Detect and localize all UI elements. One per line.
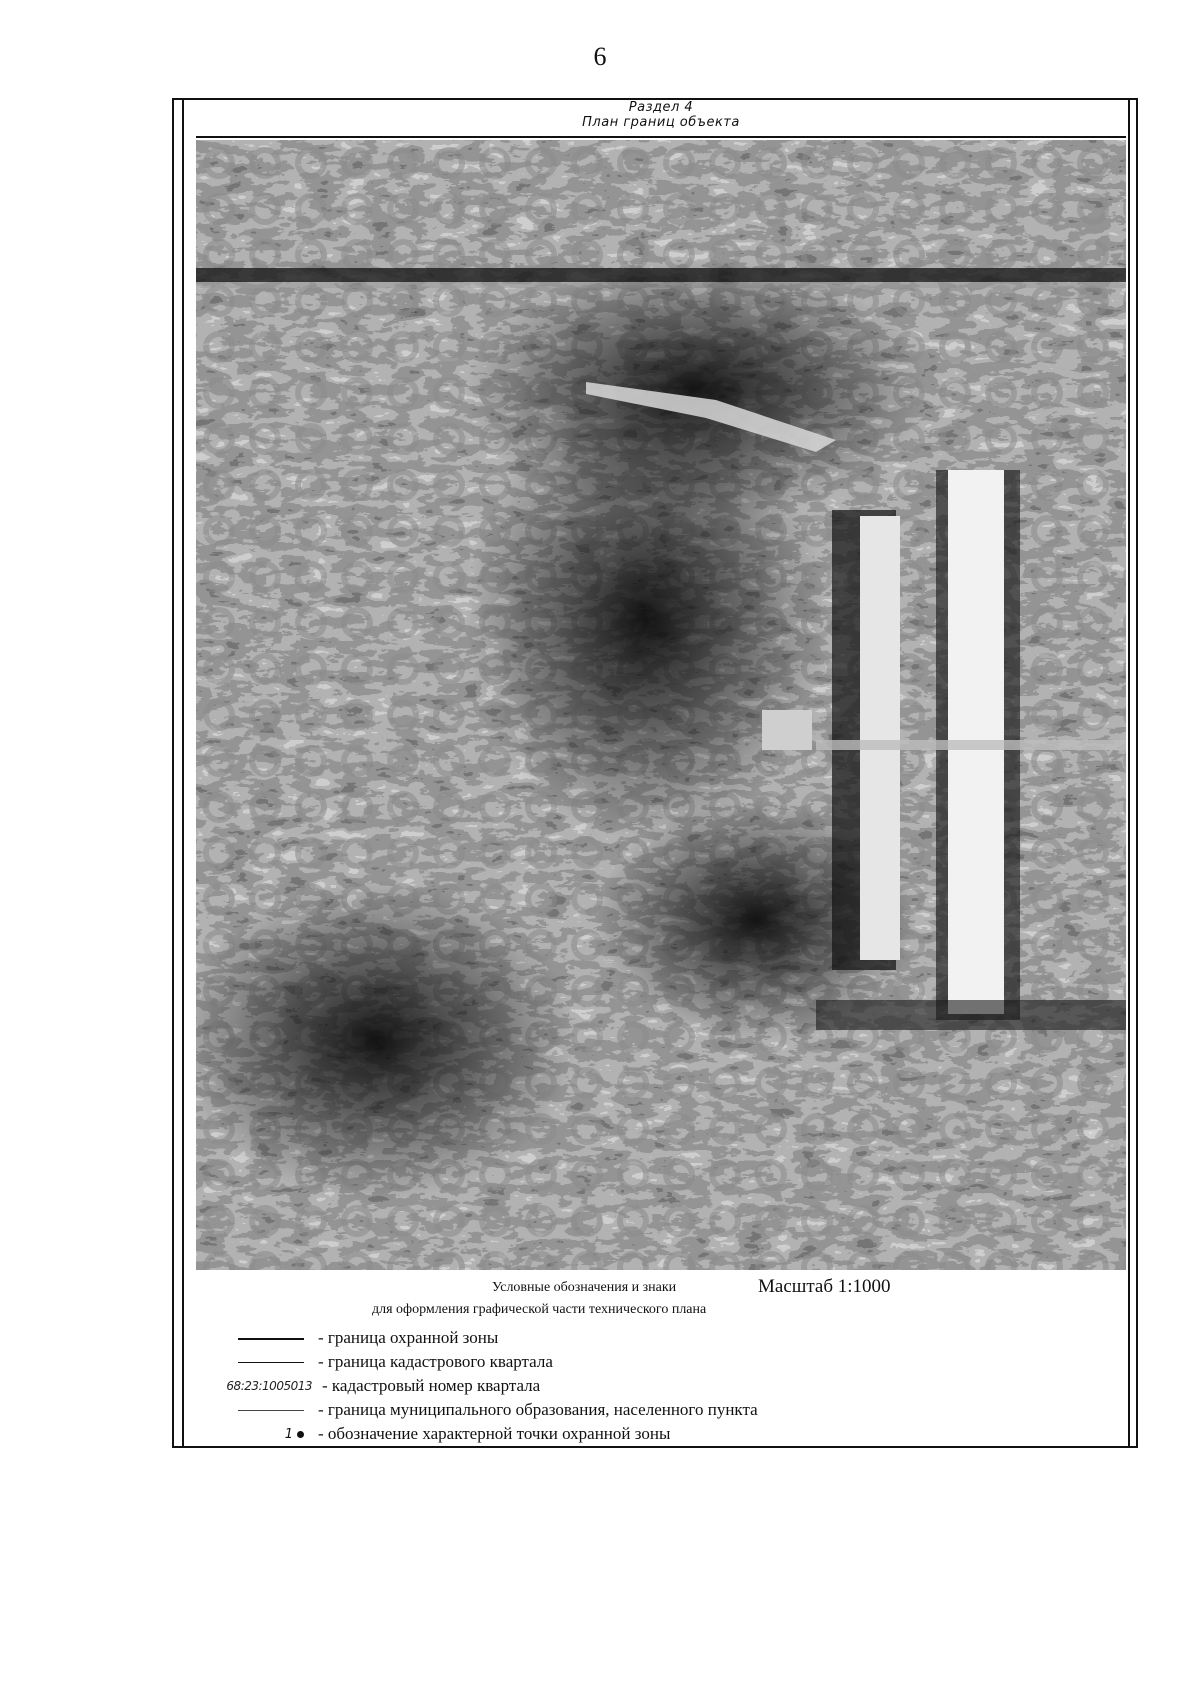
cadastral-number-symbol: 68:23:1005013 (226, 1379, 312, 1393)
frame-inner-right-line (1128, 98, 1130, 1448)
thin-line-symbol (216, 1352, 312, 1372)
point-symbol (216, 1427, 312, 1442)
aerial-map-graphic (196, 140, 1126, 1270)
point-number: 1 (284, 1426, 293, 1442)
aerial-map-image (196, 140, 1126, 1270)
thick-line-symbol (216, 1328, 312, 1348)
map-scale: Масштаб 1:1000 (758, 1276, 891, 1297)
point-dot-icon (297, 1431, 304, 1438)
legend-item-label: - кадастровый номер квартала (322, 1376, 541, 1395)
legend-item-label: - обозначение характерной точки охранной зоны (318, 1424, 671, 1443)
legend-title: Условные обозначения и знаки (492, 1280, 677, 1295)
legend-item-protection-zone (216, 1326, 498, 1350)
dash-line-symbol (216, 1400, 312, 1420)
legend (196, 1276, 1126, 1446)
legend-subtitle: для оформления графической части технического плана (372, 1302, 707, 1317)
legend-item-municipal-boundary (216, 1398, 758, 1422)
legend-item-cadastral-number (216, 1374, 540, 1398)
legend-item-characteristic-point (216, 1422, 670, 1446)
section-header (196, 100, 1126, 138)
legend-item-label: - граница муниципального образования, населенного пункта (318, 1400, 758, 1419)
page-number: 6 (593, 42, 607, 71)
legend-item-cadastral-block (216, 1350, 553, 1374)
section-label: Раздел 4 (628, 100, 694, 115)
section-title: План границ объекта (582, 115, 740, 130)
legend-item-label: - граница охранной зоны (318, 1328, 499, 1347)
legend-item-label: - граница кадастрового квартала (318, 1352, 553, 1371)
frame-inner-left-line (182, 98, 184, 1448)
